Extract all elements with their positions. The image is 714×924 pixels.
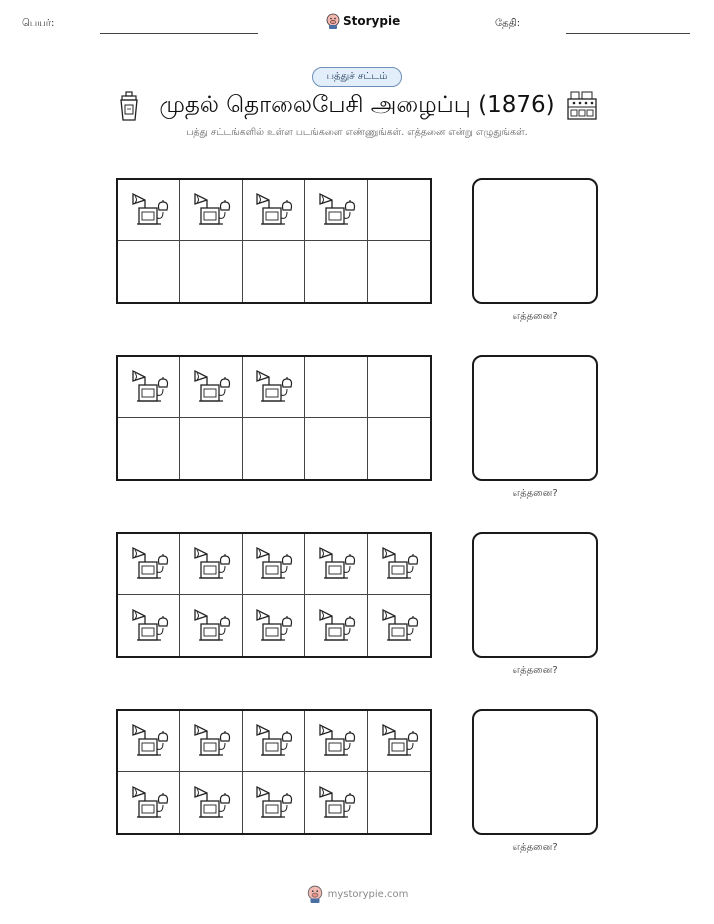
telephone-icon bbox=[253, 542, 293, 586]
frame-cell bbox=[305, 418, 367, 479]
footer-site: mystorypie.com bbox=[327, 888, 409, 900]
frame-cell bbox=[180, 595, 242, 656]
frame-cell bbox=[118, 595, 180, 656]
frame-cell bbox=[180, 180, 242, 241]
telephone-icon bbox=[129, 365, 169, 409]
name-line[interactable] bbox=[100, 33, 258, 34]
frame-cell bbox=[118, 772, 180, 833]
frame-cell bbox=[118, 357, 180, 418]
frame-cell bbox=[368, 418, 430, 479]
answer-box[interactable] bbox=[472, 709, 598, 835]
telephone-icon bbox=[379, 604, 419, 648]
answer-label: எத்தனை? bbox=[512, 665, 558, 676]
topic-badge: பத்துச் சட்டம் bbox=[312, 67, 402, 87]
frame-cell bbox=[180, 241, 242, 302]
telephone-icon bbox=[316, 604, 356, 648]
frame-cell bbox=[305, 241, 367, 302]
telephone-icon bbox=[191, 719, 231, 763]
telephone-icon bbox=[316, 542, 356, 586]
telephone-icon bbox=[191, 188, 231, 232]
answer-box[interactable] bbox=[472, 532, 598, 658]
frame-cell bbox=[180, 418, 242, 479]
answer-label: எத்தனை? bbox=[512, 842, 558, 853]
telephone-icon bbox=[129, 542, 169, 586]
frame-cell bbox=[305, 534, 367, 595]
title-row bbox=[0, 89, 714, 125]
frame-cell bbox=[243, 418, 305, 479]
pig-mascot-icon bbox=[326, 13, 340, 29]
telephone-icon bbox=[191, 781, 231, 825]
ten-frame bbox=[116, 178, 432, 304]
frame-cell bbox=[368, 711, 430, 772]
frame-cell bbox=[305, 772, 367, 833]
telephone-icon bbox=[191, 604, 231, 648]
frame-cell bbox=[243, 180, 305, 241]
frame-cell bbox=[180, 357, 242, 418]
telephone-icon bbox=[253, 719, 293, 763]
telephone-icon bbox=[129, 604, 169, 648]
telephone-icon bbox=[379, 719, 419, 763]
frame-cell bbox=[305, 595, 367, 656]
frame-cell bbox=[368, 357, 430, 418]
ten-frame bbox=[116, 532, 432, 658]
frame-cell bbox=[118, 711, 180, 772]
telephone-icon bbox=[129, 719, 169, 763]
name-label: பெயர்: bbox=[22, 18, 55, 29]
page-title: முதல் தொலைபேசி அழைப்பு (1876) bbox=[159, 92, 555, 118]
telephone-icon bbox=[316, 188, 356, 232]
answer-label: எத்தனை? bbox=[512, 488, 558, 499]
answer-box[interactable] bbox=[472, 178, 598, 304]
pig-mascot-icon bbox=[306, 885, 324, 903]
frame-cell bbox=[180, 772, 242, 833]
frame-cell bbox=[305, 357, 367, 418]
telephone-icon bbox=[316, 719, 356, 763]
telephone-icon bbox=[379, 542, 419, 586]
frame-cell bbox=[368, 772, 430, 833]
frame-cell bbox=[243, 595, 305, 656]
footer bbox=[0, 885, 714, 903]
brand-name: Storypie bbox=[343, 14, 401, 28]
telephone-icon bbox=[253, 604, 293, 648]
ten-frame bbox=[116, 709, 432, 835]
telephone-icon bbox=[253, 781, 293, 825]
frame-cell bbox=[368, 241, 430, 302]
ten-frame bbox=[116, 355, 432, 481]
instructions: பத்து சட்டங்களில் உள்ள படங்களை எண்ணுங்கள். எத்தனை என்று எழுதுங்கள். bbox=[186, 127, 528, 138]
telephone-icon bbox=[191, 542, 231, 586]
frame-cell bbox=[243, 772, 305, 833]
frame-cell bbox=[305, 711, 367, 772]
telephone-icon bbox=[129, 781, 169, 825]
frame-cell bbox=[243, 711, 305, 772]
date-line[interactable] bbox=[566, 33, 690, 34]
frame-cell bbox=[243, 534, 305, 595]
telephone-icon bbox=[253, 188, 293, 232]
frame-cell bbox=[180, 534, 242, 595]
frame-cell bbox=[180, 711, 242, 772]
frame-cell bbox=[118, 180, 180, 241]
telephone-icon bbox=[316, 781, 356, 825]
frame-cell bbox=[368, 595, 430, 656]
frame-cell bbox=[305, 180, 367, 241]
frame-cell bbox=[243, 241, 305, 302]
telephone-icon bbox=[191, 365, 231, 409]
frame-cell bbox=[118, 534, 180, 595]
frame-cell bbox=[368, 534, 430, 595]
telephone-icon bbox=[129, 188, 169, 232]
frame-cell bbox=[118, 418, 180, 479]
answer-box[interactable] bbox=[472, 355, 598, 481]
switchboard-icon bbox=[566, 91, 598, 121]
frame-cell bbox=[118, 241, 180, 302]
date-label: தேதி: bbox=[495, 18, 521, 29]
answer-label: எத்தனை? bbox=[512, 311, 558, 322]
frame-cell bbox=[368, 180, 430, 241]
brand-logo bbox=[326, 13, 400, 29]
frame-cell bbox=[243, 357, 305, 418]
telephone-icon bbox=[253, 365, 293, 409]
